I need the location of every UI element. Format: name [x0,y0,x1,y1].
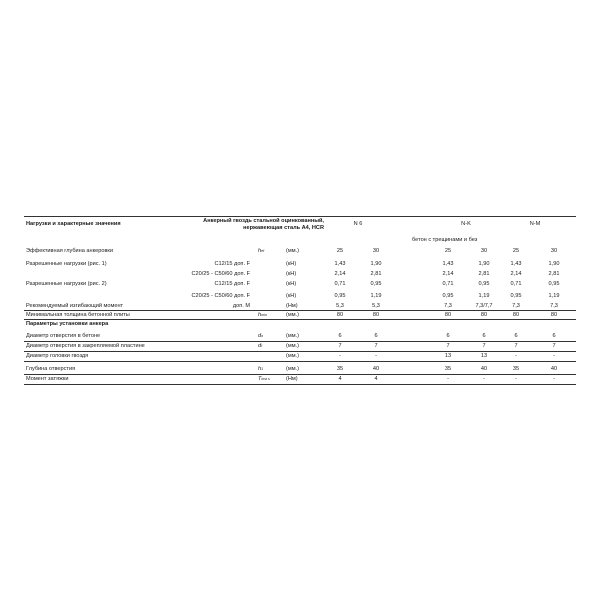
row-value: 1,19 [548,293,560,299]
header-description: Анкерный гвоздь стальной оцинкованный, нержавеющая сталь А4, HCR [203,218,324,231]
row-unit: (кН) [286,293,297,299]
row-rule [24,351,576,352]
row-rule [24,374,576,375]
row-unit: (мм.) [286,312,299,318]
row-symbol: $h^{ef}$ [258,248,265,254]
row-value: 6 [482,333,486,339]
row-symbol-sub: ef [261,249,265,253]
row-value: 7 [374,343,378,349]
row-value: 7,3 [444,303,452,309]
row-value: 1,90 [370,261,382,267]
row-value: 5,3 [336,303,344,309]
row-symbol-sub: inst ≤ [261,377,270,381]
row-value: 35 [336,366,344,372]
row-label: Минимальная толщина бетонной плиты [26,312,130,318]
row-value: 7,3/7,7 [475,303,493,309]
row-value: 1,43 [442,261,454,267]
row-value: 2,81 [548,271,560,277]
row-value: 1,90 [478,261,490,267]
row-label: Диаметр отверстия в бетоне [26,333,101,339]
row-value: 40 [480,366,488,372]
row-symbol: $h^1$ [258,366,264,372]
row-value: 2,14 [442,271,454,277]
row-value: 4 [338,376,342,382]
row-value: - [515,376,517,382]
row-value: 25 [444,248,452,254]
row-symbol: $d^f$ [258,343,263,349]
row-value: 25 [336,248,344,254]
row-value: 6 [374,333,378,339]
row-value: - [553,376,555,382]
row-value: 80 [512,312,520,318]
row-rule [24,361,576,362]
row-value: 1,19 [370,293,382,299]
row-sublabel: C12/15 доп. F [214,281,250,287]
section2-title: Параметры установки анкера [26,321,109,327]
row-value: 2,81 [370,271,382,277]
row-value: - [553,353,555,359]
row-value: 7,3 [550,303,558,309]
row-value: 2,14 [334,271,346,277]
col-group-1: N-K [461,221,471,227]
row-sublabel: доп. M [232,303,250,309]
row-label: Разрешенные нагрузки (рис. 2) [26,281,107,287]
row-label: Момент затяжки [26,376,69,382]
row-value: 6 [338,333,342,339]
row-rule [24,384,576,385]
row-label: Глубина отверстия [26,366,76,372]
row-value: 4 [374,376,378,382]
row-value: 30 [550,248,558,254]
row-unit: (кН) [286,261,297,267]
row-unit: (мм.) [286,333,299,339]
row-value: 0,95 [478,281,490,287]
row-value: 5,3 [372,303,380,309]
row-value: 30 [372,248,380,254]
row-value: - [375,353,377,359]
row-unit: (кН) [286,281,297,287]
row-value: - [339,353,341,359]
row-value: 35 [444,366,452,372]
row-value: 13 [480,353,488,359]
row-value: - [515,353,517,359]
row-value: 2,81 [478,271,490,277]
row-rule [24,310,576,311]
col-group-2: N-M [529,221,541,227]
row-value: 0,95 [548,281,560,287]
row-label: Рекомендуемый изгибающий момент [26,303,124,309]
row-value: 2,14 [510,271,522,277]
row-unit: (кН) [286,271,297,277]
row-sublabel: C20/25 - C50/60 доп. F [191,293,250,299]
row-label: Разрешенные нагрузки (рис. 1) [26,261,107,267]
row-value: 0,95 [370,281,382,287]
row-sublabel: C20/25 - C50/60 доп. F [191,271,250,277]
row-value: 6 [552,333,556,339]
row-value: 1,90 [548,261,560,267]
row-value: 0,95 [442,293,454,299]
row-value: 30 [480,248,488,254]
row-value: 1,43 [510,261,522,267]
row-value: 0,71 [442,281,454,287]
col-group-0: N 6 [353,221,363,227]
row-symbol-sub: 1 [261,367,264,371]
row-value: - [447,376,449,382]
row-unit: (мм.) [286,248,299,254]
row-value: - [483,376,485,382]
row-value: 40 [550,366,558,372]
row-symbol: $h^{min}$ [258,312,267,318]
row-value: 25 [512,248,520,254]
row-value: 40 [372,366,380,372]
concrete-note: бетон с трещинами и без [412,237,478,243]
table-top-rule [24,216,576,217]
row-symbol: $T^{inst \le}$ [258,376,270,382]
row-value: 6 [514,333,518,339]
row-value: 0,95 [334,293,346,299]
row-value: 1,43 [334,261,346,267]
row-value: 80 [336,312,344,318]
row-value: 7 [482,343,486,349]
row-value: 0,95 [510,293,522,299]
row-value: 7 [552,343,556,349]
row-rule [24,341,576,342]
section-rule [24,319,576,320]
row-value: 35 [512,366,520,372]
row-value: 0,71 [510,281,522,287]
row-value: 7 [514,343,518,349]
row-value: 80 [444,312,452,318]
row-value: 1,19 [478,293,490,299]
section1-title: Нагрузки и характерные значения [26,221,121,227]
row-unit: (Нм) [286,376,298,382]
row-symbol-sub: f [261,344,263,348]
row-sublabel: C12/15 доп. F [214,261,250,267]
row-unit: (мм.) [286,353,299,359]
row-unit: (мм.) [286,343,299,349]
row-value: 13 [444,353,452,359]
row-value: 0,71 [334,281,346,287]
row-label: Диаметр отверстия в закрепляемой пластине [26,343,145,349]
row-symbol-sub: min [261,313,267,317]
row-unit: (мм.) [286,366,299,372]
row-value: 7 [446,343,450,349]
row-value: 80 [480,312,488,318]
row-symbol-sub: o [261,334,264,338]
row-value: 7,3 [512,303,520,309]
row-label: Эффективная глубина анкеровки [26,248,113,254]
row-symbol: $d^o$ [258,333,264,339]
row-unit: (Нм) [286,303,298,309]
row-label: Диаметр головки гвоздя [26,353,89,359]
row-value: 7 [338,343,342,349]
row-value: 80 [550,312,558,318]
row-value: 6 [446,333,450,339]
row-value: 80 [372,312,380,318]
